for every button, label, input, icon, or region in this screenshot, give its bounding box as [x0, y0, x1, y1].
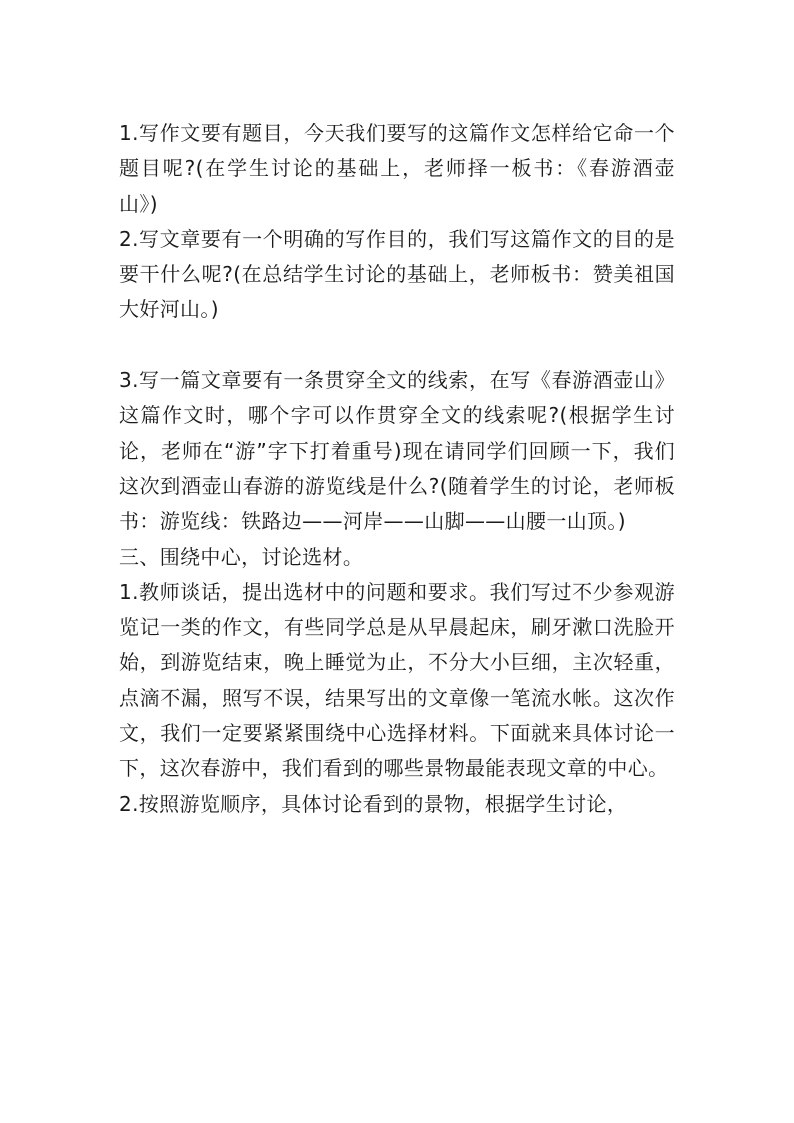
paragraph-spacer	[119, 328, 675, 363]
paragraph-title-question: 1.写作文要有题目，今天我们要写的这篇作文怎样给它命一个题目呢?(在学生讨论的基础上，老师择一板书：《春游酒壶山》)	[119, 121, 675, 216]
paragraph-clue-question: 3.写一篇文章要有一条贯穿全文的线索，在写《春游酒壶山》这篇作文时，哪个字可以作贯穿全文的线索呢?(根据学生讨论，老师在“游”字下打着重号)现在请同学们回顾一下，我们这次到酒壶山春游的游览线是什么?(随着学生的讨论，老师板书：游览线：铁路边——河岸——山脚——山腰一山顶。)	[119, 368, 675, 534]
paragraph-tour-order: 2.按照游览顺序，具体讨论看到的景物，根据学生讨论，	[119, 791, 628, 816]
paragraph-teacher-talk: 1.教师谈话，提出选材中的问题和要求。我们写过不少参观游览记一类的作文，有些同学总是从早晨起床，刷牙漱口洗脸开始，到游览结束，晚上睡觉为止，不分大小巨细，主次轻重，点滴不漏，照写不误，结果写出的文章像一笔流水帐。这次作文，我们一定要紧紧围绕中心选择材料。下面就来具体讨论一下，这次春游中，我们看到的哪些景物最能表现文章的中心。	[119, 579, 675, 781]
document-body	[119, 116, 675, 822]
section-heading: 三、围绕中心，讨论选材。	[119, 544, 364, 569]
paragraph-purpose-question: 2.写文章要有一个明确的写作目的，我们写这篇作文的目的是要干什么呢?(在总结学生讨论的基础上，老师板书：赞美祖国大好河山。)	[119, 226, 675, 322]
